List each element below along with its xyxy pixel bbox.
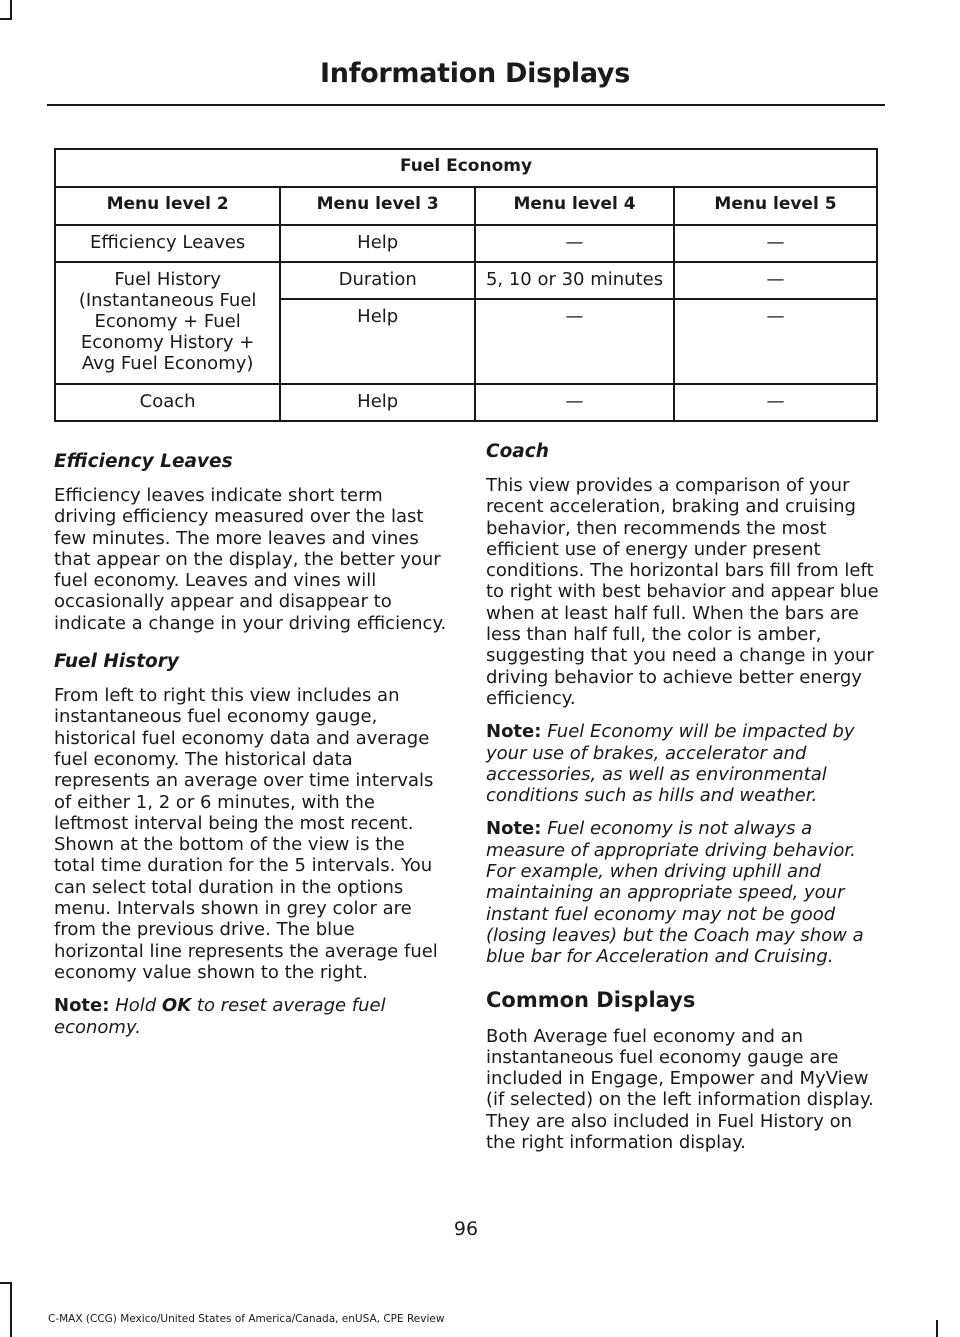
efficiency-leaves-heading: Efficiency Leaves [54,451,233,472]
note-label: Note: [486,721,542,743]
table-row [55,262,877,299]
table-row [55,384,877,421]
efficiency-leaves-text: Efficiency leaves indicate short term driving efficiency measured over the last few minutes. The more leaves and vines that appear on the display, the better your fuel economy. Leaves and vines will occasionally appear and disappear to indicate a change in your driving efficiency. [54,485,447,634]
crop-mark-bottom-left-v [10,1282,12,1337]
common-displays-heading: Common Displays [486,987,696,1012]
table-cell: — [674,299,877,384]
coach-text: This view provides a comparison of your recent acceleration, braking and cruising behavior, then recommends the most efficient use of energy under present conditions. The horizontal bars fill from left to right with best behavior and appear blue when at least half full. When the bars are less than half full, the color is amber, suggesting that you need a change in your driving behavior to achieve better energy efficiency. [486,475,879,709]
table-cell: — [674,262,877,299]
crop-mark-top-left-v [10,0,12,20]
table-cell: Help [280,299,475,384]
ok-button-ref: OK [161,995,192,1017]
page-title: Information Displays [320,58,630,89]
table-cell: — [475,299,674,384]
fuel-economy-table [54,148,878,422]
table-cell: 5, 10 or 30 minutes [475,262,674,299]
column-header: Menu level 3 [280,187,475,225]
table-cell: Fuel History (Instantaneous Fuel Economy + Fuel Economy History + Avg Fuel Economy) [55,262,280,384]
fuel-history-heading: Fuel History [54,651,179,673]
crop-mark-bottom-right-v [936,1320,938,1337]
table-cell: — [674,225,877,262]
reset-note [54,995,449,1038]
note-label: Note: [486,818,542,840]
coach-note-1 [486,721,881,806]
crop-mark-top-left-h [0,18,12,20]
right-column [486,440,881,1165]
crop-mark-bottom-left-h [0,1282,12,1284]
column-header: Menu level 2 [55,187,280,225]
page-number: 96 [453,1218,479,1240]
note-label: Note: [54,995,110,1017]
fuel-history-text: From left to right this view includes an instantaneous fuel economy gauge, historical fuel economy data and average fuel economy. The historical data represents an average over time intervals of either 1, 2 or 6 minutes, with the leftmost interval being the most recent. Shown at the bottom of the view is the total time duration for the 5 intervals. You can select total duration in the options menu. Intervals shown in grey color are from the previous drive. The blue horizontal line represents the average fuel economy value shown to the right. [54,685,438,983]
table-cell: Efficiency Leaves [55,225,280,262]
footer-doc-info: C-MAX (CCG) Mexico/United States of America/Canada, enUSA, CPE Review [48,1313,445,1325]
note-text: Fuel economy is not always a measure of appropriate driving behavior. For example, when driving uphill and maintaining an appropriate speed, your instant fuel economy may not be good (losing leaves) but the Coach may show a blue bar for Acceleration and Cruising. [486,818,864,968]
table-cell: — [674,384,877,421]
table-cell: Help [280,225,475,262]
left-column [54,450,449,1050]
table-header-row [55,187,877,225]
column-header: Menu level 4 [475,187,674,225]
common-displays-text: Both Average fuel economy and an instantaneous fuel economy gauge are included in Engage, Empower and MyView (if selected) on the left information display. They are also included in Fuel History on the right information display. [486,1025,874,1154]
column-header: Menu level 5 [674,187,877,225]
table-cell: Help [280,384,475,421]
table-cell: Coach [55,384,280,421]
coach-note-2 [486,818,881,967]
title-rule [47,104,885,106]
table-cell: Duration [280,262,475,299]
table-caption: Fuel Economy [55,149,877,187]
table-cell: — [475,225,674,262]
table-cell: — [475,384,674,421]
note-text: Hold [115,995,157,1017]
table-caption-row [55,149,877,187]
table-row [55,225,877,262]
note-text: to reset average fuel economy. [54,995,386,1038]
note-text: Fuel Economy will be impacted by your use of brakes, accelerator and accessories, as well as environmental conditions such as hills and weather. [486,721,855,807]
coach-heading: Coach [486,441,549,462]
